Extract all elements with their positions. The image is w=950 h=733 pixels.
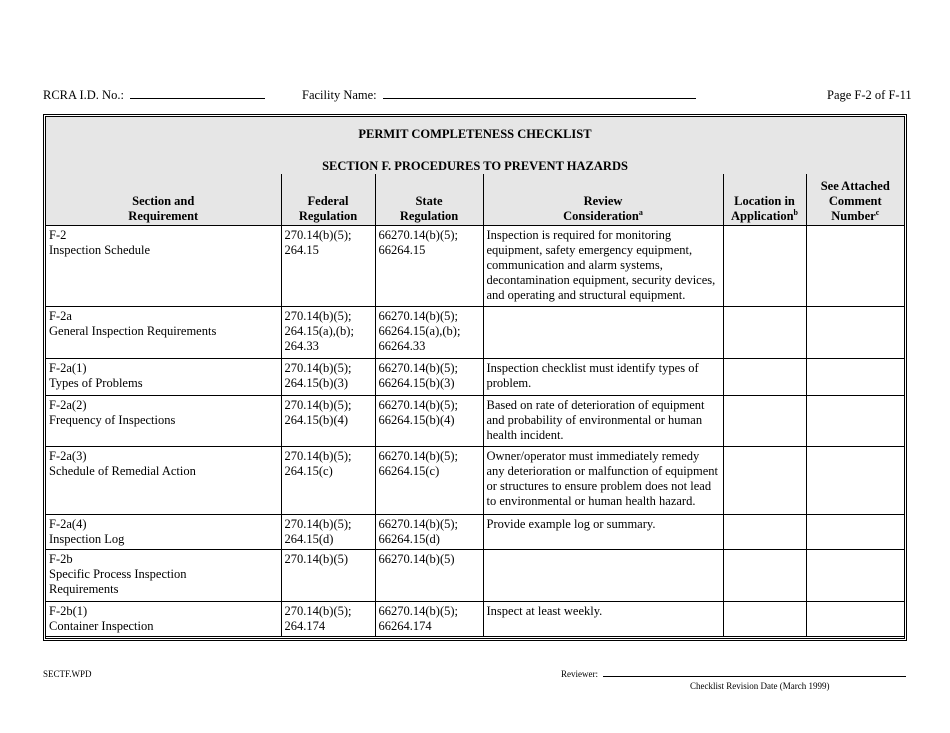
table-row [46,515,904,550]
table-row [46,307,904,359]
cell-location[interactable] [723,226,806,307]
cell-comment[interactable] [806,515,904,550]
checklist-frame [43,114,907,641]
reviewer-label: Reviewer: [561,669,598,679]
checklist-title [46,117,904,175]
cell-location[interactable] [723,359,806,396]
cell-section: F-2a General Inspection Requirements [46,307,281,359]
cell-location[interactable] [723,396,806,447]
cell-state: 66270.14(b)(5); 66264.15(c) [375,447,483,515]
table-row [46,602,904,637]
footer-filename: SECTF.WPD [43,669,92,679]
cell-federal: 270.14(b)(5); 264.15 [281,226,375,307]
cell-federal: 270.14(b)(5); 264.15(b)(4) [281,396,375,447]
cell-state: 66270.14(b)(5); 66264.15(b)(3) [375,359,483,396]
cell-comment[interactable] [806,447,904,515]
cell-location[interactable] [723,515,806,550]
cell-state: 66270.14(b)(5); 66264.15(b)(4) [375,396,483,447]
cell-section: F-2b Specific Process Inspection Requirements [46,550,281,602]
cell-comment[interactable] [806,396,904,447]
page-number: Page F-2 of F-11 [827,88,912,102]
cell-review [483,550,723,602]
col-header-section: Section and Requirement [46,174,281,226]
reviewer-field [561,669,906,679]
rcra-id-label: RCRA I.D. No.: [43,88,124,102]
cell-review: Inspection checklist must identify types of problem. [483,359,723,396]
cell-review: Owner/operator must immediately remedy any deterioration or malfunction of equipment or structures to ensure problem does not lead to environmental or human health hazard. [483,447,723,515]
cell-review: Inspect at least weekly. [483,602,723,637]
cell-section: F-2b(1) Container Inspection [46,602,281,637]
cell-location[interactable] [723,550,806,602]
cell-section: F-2a(3) Schedule of Remedial Action [46,447,281,515]
revision-date: Checklist Revision Date (March 1999) [690,681,830,691]
cell-federal: 270.14(b)(5) [281,550,375,602]
col-header-state: State Regulation [375,174,483,226]
cell-section: F-2a(4) Inspection Log [46,515,281,550]
col-header-comment: See Attached Comment Number$^c$ [806,174,904,226]
cell-federal: 270.14(b)(5); 264.15(a),(b); 264.33 [281,307,375,359]
facility-name-blank[interactable] [383,88,696,99]
checklist-title-line2: SECTION F. PROCEDURES TO PREVENT HAZARDS [322,159,628,173]
facility-name-label: Facility Name: [302,88,377,102]
table-row [46,359,904,396]
cell-review: Provide example log or summary. [483,515,723,550]
table-row [46,550,904,602]
rcra-id-blank[interactable] [130,88,265,99]
cell-state: 66270.14(b)(5); 66264.15(a),(b); 66264.33 [375,307,483,359]
facility-name-field [302,88,696,103]
cell-comment[interactable] [806,602,904,637]
cell-review [483,307,723,359]
cell-comment[interactable] [806,550,904,602]
cell-comment[interactable] [806,307,904,359]
cell-federal: 270.14(b)(5); 264.15(b)(3) [281,359,375,396]
cell-location[interactable] [723,602,806,637]
cell-location[interactable] [723,307,806,359]
cell-state: 66270.14(b)(5); 66264.174 [375,602,483,637]
table-row [46,396,904,447]
cell-federal: 270.14(b)(5); 264.15(d) [281,515,375,550]
reviewer-blank[interactable] [603,669,906,677]
col-header-location: Location in Application$^b$ [723,174,806,226]
col-header-review: Review Consideration$^a$ [483,174,723,226]
cell-federal: 270.14(b)(5); 264.15(c) [281,447,375,515]
header-row [46,174,904,226]
cell-state: 66270.14(b)(5) [375,550,483,602]
cell-comment[interactable] [806,226,904,307]
col-header-federal: Federal Regulation [281,174,375,226]
cell-state: 66270.14(b)(5); 66264.15(d) [375,515,483,550]
cell-review: Inspection is required for monitoring equipment, safety emergency equipment, communication and alarm systems, decontamination equipment, security devices, and operating and structural equipment. [483,226,723,307]
checklist-table [46,174,904,637]
cell-comment[interactable] [806,359,904,396]
cell-review: Based on rate of deterioration of equipment and probability of environmental or human health incident. [483,396,723,447]
cell-section: F-2a(2) Frequency of Inspections [46,396,281,447]
table-row [46,226,904,307]
cell-location[interactable] [723,447,806,515]
table-row [46,447,904,515]
rcra-id-field [43,88,265,103]
checklist-title-line1: PERMIT COMPLETENESS CHECKLIST [358,127,592,141]
cell-state: 66270.14(b)(5); 66264.15 [375,226,483,307]
cell-federal: 270.14(b)(5); 264.174 [281,602,375,637]
cell-section: F-2 Inspection Schedule [46,226,281,307]
cell-section: F-2a(1) Types of Problems [46,359,281,396]
